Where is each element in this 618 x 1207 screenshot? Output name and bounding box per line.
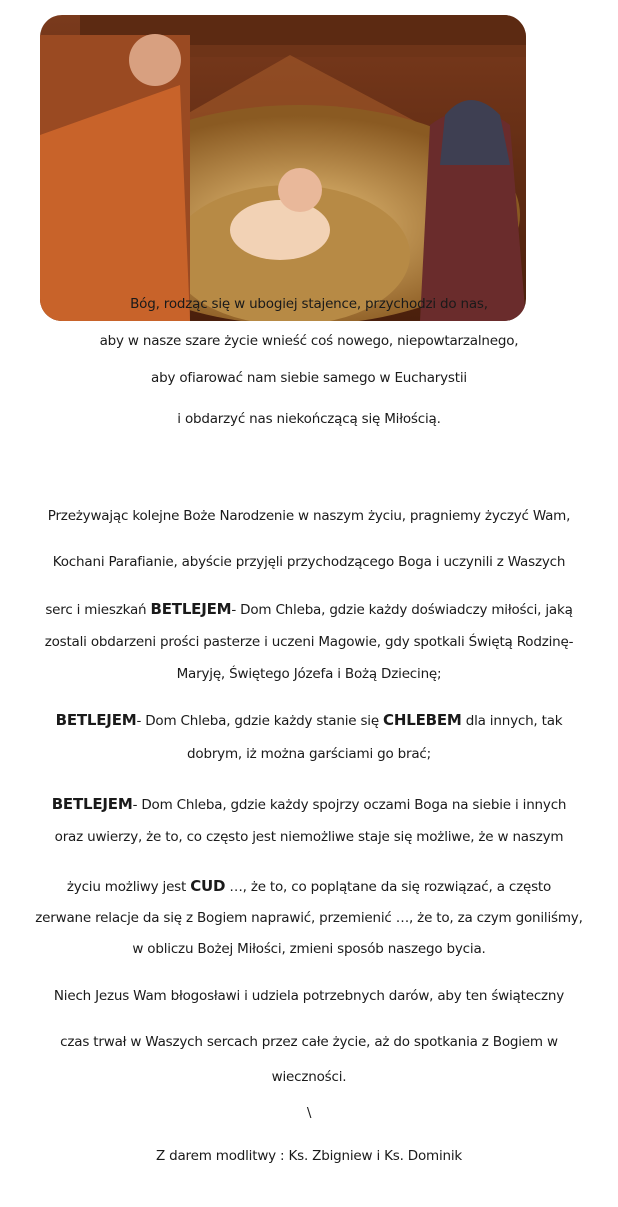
paragraph-1-line-4: zostali obdarzeni prości pasterze i uczeni Magowie, gdy spotkali Świętą Rodzinę- xyxy=(44,634,574,650)
paragraph-3-line-2: oraz uwierzy, że to, co często jest niemożliwe staje się możliwe, że w naszym xyxy=(54,829,564,845)
intro-line-3: aby ofiarować nam siebie samego w Eucharystii xyxy=(151,370,467,386)
backslash-mark: \ xyxy=(306,1105,312,1121)
paragraph-1-line-1: Przeżywając kolejne Boże Narodzenie w naszym życiu, pragniemy życzyć Wam, xyxy=(47,508,571,524)
paragraph-1-line-2: Kochani Parafianie, abyście przyjęli przychodzącego Boga i uczynili z Waszych xyxy=(52,554,566,570)
paragraph-4-line-2: czas trwał w Waszych sercach przez całe życie, aż do spotkania z Bogiem w xyxy=(60,1034,558,1050)
paragraph-3-line-4: zerwane relacje da się z Bogiem naprawić, przemienić …, że to, za czym goniliśmy, xyxy=(35,910,583,926)
paragraph-3-line-3: życiu możliwy jest CUD …, że to, co poplątane da się rozwiązać, a często xyxy=(66,877,552,895)
paragraph-3-line-5: w obliczu Bożej Miłości, zmieni sposób naszego bycia. xyxy=(132,941,486,957)
intro-line-4: i obdarzyć nas niekończącą się Miłością. xyxy=(177,411,441,427)
intro-line-2: aby w nasze szare życie wnieść coś nowego, niepowtarzalnego, xyxy=(99,333,519,349)
paragraph-3-line-1: BETLEJEM- Dom Chleba, gdzie każdy spojrzy oczami Boga na siebie i innych xyxy=(51,795,567,813)
signature: Z darem modlitwy : Ks. Zbigniew i Ks. Dominik xyxy=(155,1148,463,1164)
paragraph-4-line-3: wieczności. xyxy=(271,1069,347,1085)
paragraph-2-line-1: BETLEJEM- Dom Chleba, gdzie każdy stanie się CHLEBEM dla innych, tak xyxy=(55,711,563,729)
paragraph-1-line-3: serc i mieszkań BETLEJEM- Dom Chleba, gdzie każdy doświadczy miłości, jaką xyxy=(45,600,573,618)
paragraph-4-line-1: Niech Jezus Wam błogosławi i udziela potrzebnych darów, aby ten świąteczny xyxy=(53,988,565,1004)
paragraph-1-line-5: Maryję, Świętego Józefa i Bożą Dziecinę; xyxy=(176,666,442,682)
intro-line-1: Bóg, rodząc się w ubogiej stajence, przychodzi do nas, xyxy=(130,296,488,312)
paragraph-2-line-2: dobrym, iż można garściami go brać; xyxy=(187,746,431,762)
nativity-scene-image xyxy=(40,15,526,321)
